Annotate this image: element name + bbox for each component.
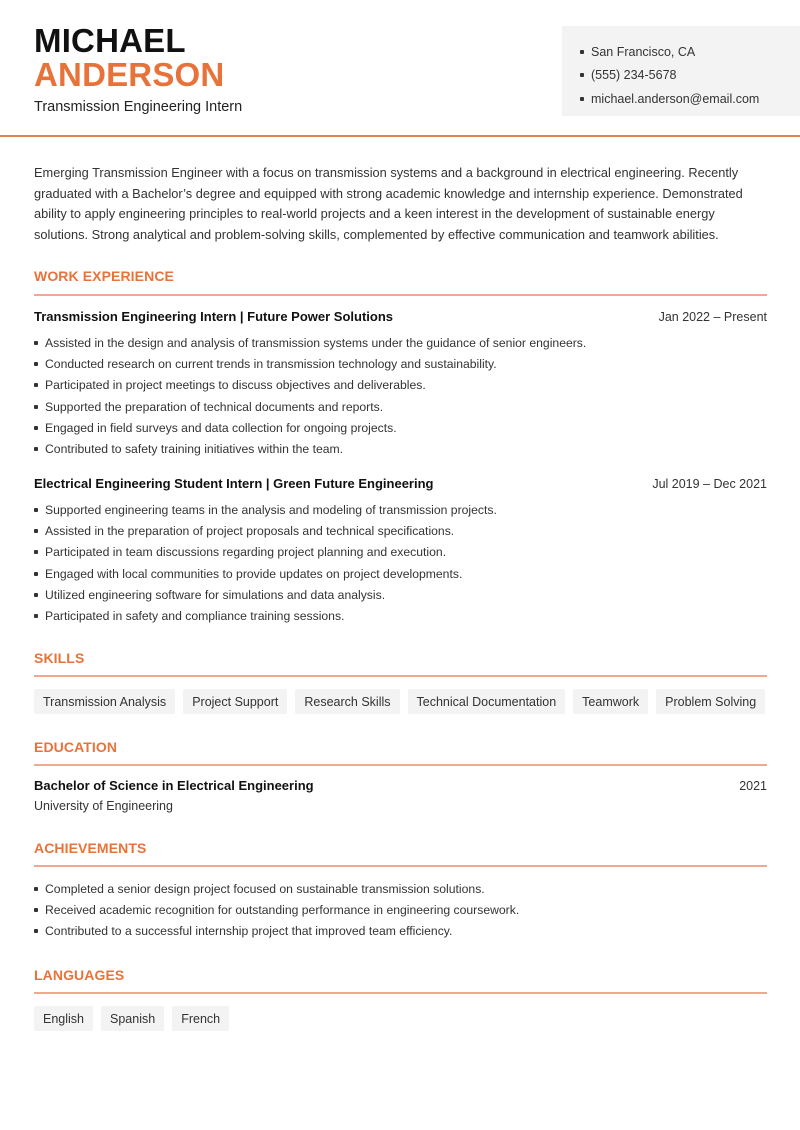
list-item: Engaged in field surveys and data collection for ongoing projects. <box>34 417 767 438</box>
list-item: Utilized engineering software for simulations and data analysis. <box>34 584 767 605</box>
last-name: ANDERSON <box>34 56 225 93</box>
job-title: Transmission Engineering Intern <box>34 99 243 115</box>
job-role: Electrical Engineering Student Intern | Green Future Engineering <box>34 476 434 491</box>
skill-tag: Technical Documentation <box>408 689 566 714</box>
list-item: Supported engineering teams in the analysis and modeling of transmission projects. <box>34 499 767 520</box>
skill-tag: Teamwork <box>573 689 648 714</box>
education-year: 2021 <box>739 778 767 793</box>
bullet-icon <box>580 97 584 101</box>
contact-box <box>562 26 800 116</box>
skill-tag: Research Skills <box>295 689 399 714</box>
list-item: Participated in project meetings to discuss objectives and deliverables. <box>34 375 767 396</box>
resume-header <box>0 0 800 137</box>
location-text: San Francisco, CA <box>591 44 696 59</box>
education-header <box>34 778 767 793</box>
list-item: Completed a senior design project focused on sustainable transmission solutions. <box>34 878 767 899</box>
list-item: Engaged with local communities to provide updates on project developments. <box>34 563 767 584</box>
education-school: University of Engineering <box>34 799 173 813</box>
section-divider <box>34 865 767 867</box>
bullet-icon <box>34 614 38 618</box>
list-item: Assisted in the preparation of project proposals and technical specifications. <box>34 520 767 541</box>
section-title-work-experience: WORK EXPERIENCE <box>34 268 174 284</box>
bullet-icon <box>34 572 38 576</box>
section-divider <box>34 294 767 296</box>
bullet-icon <box>34 550 38 554</box>
bullet-icon <box>34 529 38 533</box>
bullet-icon <box>34 447 38 451</box>
skill-tag: Project Support <box>183 689 287 714</box>
language-tag: Spanish <box>101 1006 164 1031</box>
bullet-icon <box>34 405 38 409</box>
contact-phone <box>580 64 800 88</box>
language-tag: French <box>172 1006 229 1031</box>
job-header <box>34 476 767 491</box>
language-tag: English <box>34 1006 93 1031</box>
skill-tag: Transmission Analysis <box>34 689 175 714</box>
bullet-icon <box>34 908 38 912</box>
list-item: Assisted in the design and analysis of transmission systems under the guidance of senior engineers. <box>34 332 767 353</box>
job-role: Transmission Engineering Intern | Future Power Solutions <box>34 309 394 324</box>
section-title-skills: SKILLS <box>34 650 85 666</box>
bullet-icon <box>34 929 38 933</box>
bullet-icon <box>34 508 38 512</box>
bullet-icon <box>34 341 38 345</box>
phone-text: (555) 234-5678 <box>591 68 677 83</box>
bullet-icon <box>34 593 38 597</box>
summary-paragraph: Emerging Transmission Engineer with a focus on transmission systems and a background in electrical engineering. Recently graduated with a Bachelor’s degree and equipped with strong academic knowledge and internship experience. Demonstrated ability to apply engineering principles to real-world projects and a keen interest in the development of sustainable energy solutions. Strong analytical and problem-solving skills, complemented by effective communication and teamwork abilities. <box>34 165 743 243</box>
section-title-achievements: ACHIEVEMENTS <box>34 840 147 856</box>
section-divider <box>34 992 767 994</box>
list-item: Participated in safety and compliance training sessions. <box>34 605 767 626</box>
list-item: Contributed to safety training initiatives within the team. <box>34 438 767 459</box>
bullet-icon <box>34 887 38 891</box>
contact-location <box>580 40 800 64</box>
education-degree: Bachelor of Science in Electrical Engineering <box>34 778 314 793</box>
job-header <box>34 309 767 324</box>
section-title-languages: LANGUAGES <box>34 967 125 983</box>
list-item: Conducted research on current trends in transmission technology and sustainability. <box>34 353 767 374</box>
email-text: michael.anderson@email.com <box>591 91 760 106</box>
skill-tag: Problem Solving <box>656 689 765 714</box>
job-dates: Jan 2022 – Present <box>658 309 767 324</box>
bullet-icon <box>34 362 38 366</box>
bullet-icon <box>580 50 584 54</box>
job-dates: Jul 2019 – Dec 2021 <box>652 476 767 491</box>
list-item: Participated in team discussions regarding project planning and execution. <box>34 542 767 563</box>
bullet-icon <box>34 383 38 387</box>
language-tags <box>34 1006 229 1031</box>
job-bullets <box>34 332 767 460</box>
list-item: Contributed to a successful internship project that improved team efficiency. <box>34 921 767 942</box>
first-name: MICHAEL <box>34 22 186 59</box>
bullet-icon <box>580 73 584 77</box>
achievements-list <box>34 878 767 942</box>
list-item: Received academic recognition for outstanding performance in engineering coursework. <box>34 899 767 920</box>
list-item: Supported the preparation of technical documents and reports. <box>34 396 767 417</box>
section-divider <box>34 764 767 766</box>
contact-email <box>580 87 800 111</box>
bullet-icon <box>34 426 38 430</box>
section-title-education: EDUCATION <box>34 739 118 755</box>
skills-tags <box>34 689 765 714</box>
section-divider <box>34 675 767 677</box>
job-bullets <box>34 499 767 627</box>
